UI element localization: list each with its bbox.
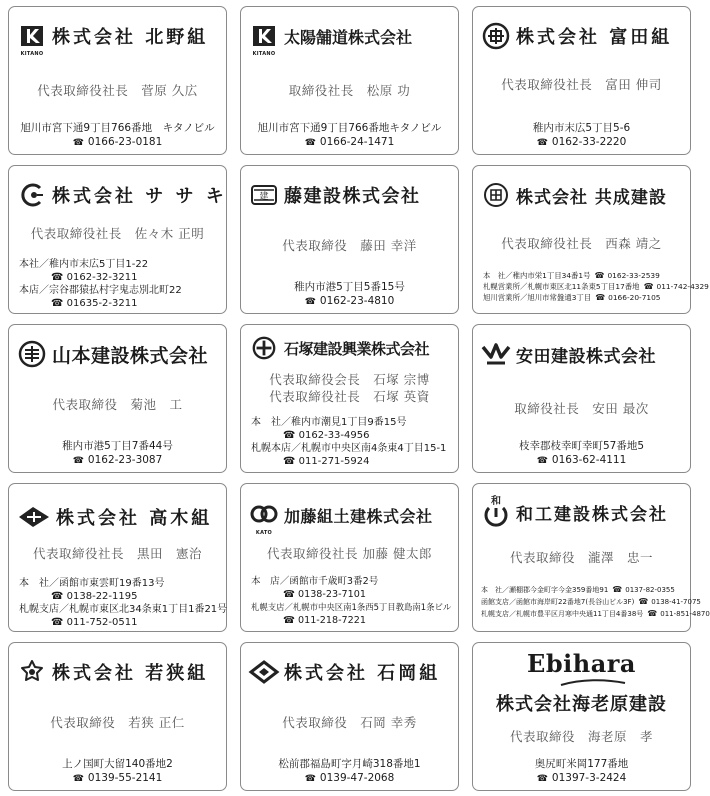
address-block	[241, 280, 458, 309]
card-wako	[472, 483, 710, 632]
ebihara-logo: Ebihara	[527, 649, 636, 678]
office-phone-line	[19, 590, 222, 603]
office-phone: 0162-33-4956	[298, 430, 370, 441]
office-list	[251, 575, 454, 627]
phone-icon: ☎	[304, 297, 316, 307]
phone-icon: ☎	[283, 430, 299, 441]
address-block	[241, 121, 458, 150]
phone-icon: ☎	[72, 456, 84, 466]
kitano-k-logo-icon	[17, 21, 47, 57]
company-name: 株式会社 富田組	[516, 27, 673, 48]
office-phone-line	[251, 588, 454, 601]
fuji-logo-char: 建	[259, 192, 269, 202]
office-row	[481, 584, 686, 596]
company-name: 石塚建設興業株式会社	[284, 339, 430, 358]
office-row	[481, 608, 710, 620]
office-phone: 011-851-4870	[660, 610, 710, 618]
office-label: 札幌本店／	[251, 443, 301, 454]
representative: 取締役社長 安田 最次	[514, 401, 649, 416]
office-list	[481, 584, 710, 620]
address: 稚内市末広5丁目5-6	[532, 122, 631, 134]
card-kyosei	[472, 165, 709, 314]
office-row	[251, 442, 454, 455]
card-wakasa	[8, 642, 227, 791]
address-block	[9, 439, 226, 468]
representative-list	[241, 371, 458, 405]
phone-icon: ☎	[283, 456, 299, 467]
address-block	[241, 757, 458, 786]
address-block	[9, 121, 226, 150]
address: 上ノ国町大留140番地2	[62, 758, 173, 770]
office-address: 札幌市豊平区月寒中央通11丁目4番38号	[516, 610, 644, 618]
company-name: 山本建設株式会社	[52, 344, 209, 367]
office-phone-line	[19, 271, 222, 284]
sasaki-c-logo-icon	[17, 180, 47, 210]
office-phone: 0137-82-0355	[625, 586, 675, 594]
phone-icon: ☎	[638, 597, 649, 606]
representative: 代表取締役社長 石塚 英資	[269, 389, 430, 404]
office-phone-line	[19, 297, 222, 310]
office-phone: 0138-23-7101	[298, 589, 366, 600]
company-name: 株式会社海老原建設	[496, 694, 667, 715]
company-name: 太陽舗道株式会社	[284, 27, 413, 47]
wako-logo-icon	[481, 493, 511, 531]
office-list	[19, 577, 228, 629]
office-phone: 011-742-4329	[656, 282, 709, 291]
company-name: 株式会社 高木組	[56, 508, 213, 529]
address-block	[473, 757, 690, 786]
office-address: 札幌市東区北11条東5丁目17番地	[527, 282, 640, 291]
address: 枝幸郡枝幸町幸町57番地5	[518, 440, 645, 452]
office-phone-line	[251, 614, 454, 627]
card-ebihara	[472, 642, 691, 791]
phone-icon: ☎	[536, 456, 548, 466]
office-row	[483, 270, 686, 281]
kitano-logo-text: KITANO	[252, 51, 276, 57]
address-block	[473, 121, 690, 150]
phone-icon: ☎	[612, 585, 623, 594]
office-phone: 0162-32-3211	[66, 272, 138, 283]
company-name: 藤建設株式会社	[284, 186, 421, 207]
address: 旭川市宮下通9丁目766番地 キタノビル	[20, 122, 215, 134]
card-kato	[240, 483, 459, 632]
office-label: 本 社／	[19, 578, 59, 589]
kitano-logo-text: KITANO	[20, 51, 44, 57]
office-row	[483, 292, 686, 303]
phone-icon: ☎	[594, 271, 605, 280]
ishioka-diamond-logo-icon	[249, 657, 279, 687]
phone-icon: ☎	[595, 293, 606, 302]
office-address: 函館市千歳町3番2号	[289, 576, 379, 587]
office-label: 本社／	[19, 259, 49, 270]
card-yasuda	[472, 324, 691, 473]
office-phone: 0138-22-1195	[66, 591, 138, 602]
representative: 代表取締役 瀧澤 忠一	[509, 550, 653, 565]
phone-icon: ☎	[643, 282, 654, 291]
kato-logo-text: KATO	[255, 530, 273, 536]
phone: 0162-33-2220	[551, 136, 627, 148]
card-fuji	[240, 165, 459, 314]
takagi-logo-icon	[17, 502, 51, 532]
phone-icon: ☎	[51, 617, 67, 628]
office-address: 札幌市中央区南1条西5丁目教島南1条ビル	[292, 602, 452, 612]
office-label: 函館支店／	[481, 598, 516, 606]
phone-icon: ☎	[51, 272, 67, 283]
company-name: 安田建設株式会社	[516, 346, 656, 367]
kitano-k-logo-icon	[249, 21, 279, 57]
representative: 代表取締役会長 石塚 宗博	[269, 372, 430, 387]
office-row	[19, 577, 222, 590]
office-list	[483, 270, 709, 303]
card-sasaki	[8, 165, 227, 314]
representative: 代表取締役社長 佐々木 正明	[30, 226, 205, 241]
address: 奥尻町米岡177番地	[534, 758, 629, 770]
representative: 代表取締役社長 西森 靖之	[501, 236, 662, 251]
company-name: 株式会社 北野組	[52, 27, 209, 48]
phone: 0162-23-4810	[319, 295, 395, 307]
representative: 代表取締役社長 黒田 憲治	[32, 546, 202, 561]
office-address: 札幌市中央区南4条東4丁目15-1	[301, 443, 447, 454]
phone-icon: ☎	[72, 138, 84, 148]
office-list	[251, 416, 454, 468]
phone-line	[473, 453, 690, 468]
phone-line	[9, 135, 226, 150]
representative: 代表取締役 石岡 幸秀	[282, 715, 417, 730]
phone-line	[9, 453, 226, 468]
office-address: 函館市東雲町19番13号	[59, 578, 165, 589]
company-name: 株式会社 サ サ キ	[52, 186, 227, 207]
fuji-ken-logo-icon	[249, 180, 279, 210]
yamamoto-circle-logo-icon	[17, 339, 47, 369]
representative: 代表取締役社長 加藤 健太郎	[267, 546, 432, 561]
office-phone-line	[251, 455, 454, 468]
ishizuka-circle-logo-icon	[249, 333, 279, 363]
phone-line	[241, 135, 458, 150]
phone-line	[241, 771, 458, 786]
phone-line	[241, 294, 458, 309]
address: 旭川市宮下通9丁目766番地キタノビル	[257, 122, 442, 134]
phone-icon: ☎	[536, 138, 548, 148]
card-kitano	[8, 6, 227, 155]
office-label: 本 社／	[481, 586, 509, 594]
card-ishioka	[240, 642, 459, 791]
representative: 代表取締役 菊池 工	[52, 397, 183, 412]
phone: 0163-62-4111	[551, 454, 627, 466]
phone-icon: ☎	[283, 615, 298, 626]
office-address: 函館市海岸町22番地7(長谷山ビル3F)	[516, 598, 635, 606]
office-address: 旭川市常盤通3丁目	[527, 293, 592, 302]
office-address: 稚内市潮見1丁目9番15号	[291, 417, 407, 428]
office-address: 宗谷郡猿払村字鬼志別北町22	[49, 285, 182, 296]
phone-icon: ☎	[51, 591, 67, 602]
company-name: 株式会社 若狭組	[52, 663, 209, 684]
office-address: 札幌市東区北34条東1丁目1番21号	[69, 604, 228, 615]
office-address: 稚内市末広5丁目1-22	[49, 259, 149, 270]
representative: 代表取締役 藤田 幸洋	[282, 238, 417, 253]
phone-icon: ☎	[283, 589, 298, 600]
office-label: 札幌支店／	[19, 604, 69, 615]
office-address: 瀬棚郡今金町字今金359番地91	[509, 586, 609, 594]
office-address: 稚内市栄1丁目34番1号	[512, 271, 591, 280]
representative: 代表取締役社長 富田 伸司	[501, 77, 662, 92]
office-phone: 011-271-5924	[298, 456, 370, 467]
card-tomita	[472, 6, 691, 155]
office-phone: 01635-2-3211	[66, 298, 138, 309]
office-phone: 0138-41-7075	[651, 598, 701, 606]
phone-line	[473, 771, 690, 786]
representative: 代表取締役 海老原 孝	[509, 729, 653, 744]
phone-icon: ☎	[51, 298, 67, 309]
company-name: 株式会社 共成建設	[516, 187, 667, 208]
wako-logo-char: 和	[491, 496, 501, 507]
phone: 0166-23-0181	[87, 136, 163, 148]
ebihara-swoosh-icon	[559, 679, 627, 687]
office-row	[251, 601, 454, 614]
office-row	[251, 416, 454, 429]
address: 稚内市港5丁目7番44号	[62, 440, 173, 452]
address-block	[473, 439, 690, 468]
representative: 代表取締役 若狭 正仁	[50, 715, 185, 730]
phone: 0139-55-2141	[87, 772, 163, 784]
card-yamamoto	[8, 324, 227, 473]
company-name: 加藤組土建株式会社	[284, 506, 433, 526]
representative: 取締役社長 松原 功	[288, 83, 411, 98]
phone-icon: ☎	[647, 609, 658, 618]
company-name: 和工建設株式会社	[516, 504, 668, 525]
office-phone-line	[19, 616, 222, 629]
phone: 01397-3-2424	[551, 772, 627, 784]
office-label: 札幌営業所／	[483, 282, 528, 291]
office-row	[19, 603, 228, 616]
phone-icon: ☎	[536, 774, 548, 784]
office-label: 本店／	[19, 285, 49, 296]
office-label: 本 社／	[251, 417, 291, 428]
phone-icon: ☎	[72, 774, 84, 784]
office-label: 本 社／	[483, 271, 513, 280]
kato-logo-icon	[249, 500, 279, 536]
office-list	[19, 258, 222, 310]
office-row	[19, 284, 222, 297]
card-takagi	[8, 483, 227, 632]
card-taiyo	[240, 6, 459, 155]
office-label: 札幌支店／	[481, 610, 516, 618]
office-phone: 011-218-7221	[298, 615, 366, 626]
kyosei-logo-icon	[481, 180, 511, 210]
office-phone: 011-752-0511	[66, 617, 138, 628]
office-row	[481, 596, 701, 608]
phone-icon: ☎	[304, 774, 316, 784]
card-ishizuka	[240, 324, 459, 473]
office-label: 本 店／	[251, 576, 290, 587]
yasuda-logo-icon	[481, 339, 511, 369]
phone: 0162-23-3087	[87, 454, 163, 466]
office-row	[251, 575, 454, 588]
office-row	[483, 281, 709, 292]
company-name: 株式会社 石岡組	[284, 663, 441, 684]
office-phone: 0162-33-2539	[607, 271, 660, 280]
phone: 0139-47-2068	[319, 772, 395, 784]
address-block	[9, 757, 226, 786]
office-label: 札幌支店／	[251, 602, 293, 612]
phone: 0166-24-1471	[319, 136, 395, 148]
address: 松前郡福島町字月崎318番地1	[278, 758, 421, 770]
wakasa-logo-icon	[17, 657, 47, 687]
phone-icon: ☎	[304, 138, 316, 148]
office-label: 旭川営業所／	[483, 293, 528, 302]
tomita-circle-logo-icon	[481, 21, 511, 51]
representative: 代表取締役社長 菅原 久広	[37, 83, 198, 98]
phone-line	[473, 135, 690, 150]
phone-line	[9, 771, 226, 786]
office-phone-line	[251, 429, 454, 442]
address: 稚内市港5丁目5番15号	[294, 281, 405, 293]
office-phone: 0166-20-7105	[608, 293, 661, 302]
office-row	[19, 258, 222, 271]
